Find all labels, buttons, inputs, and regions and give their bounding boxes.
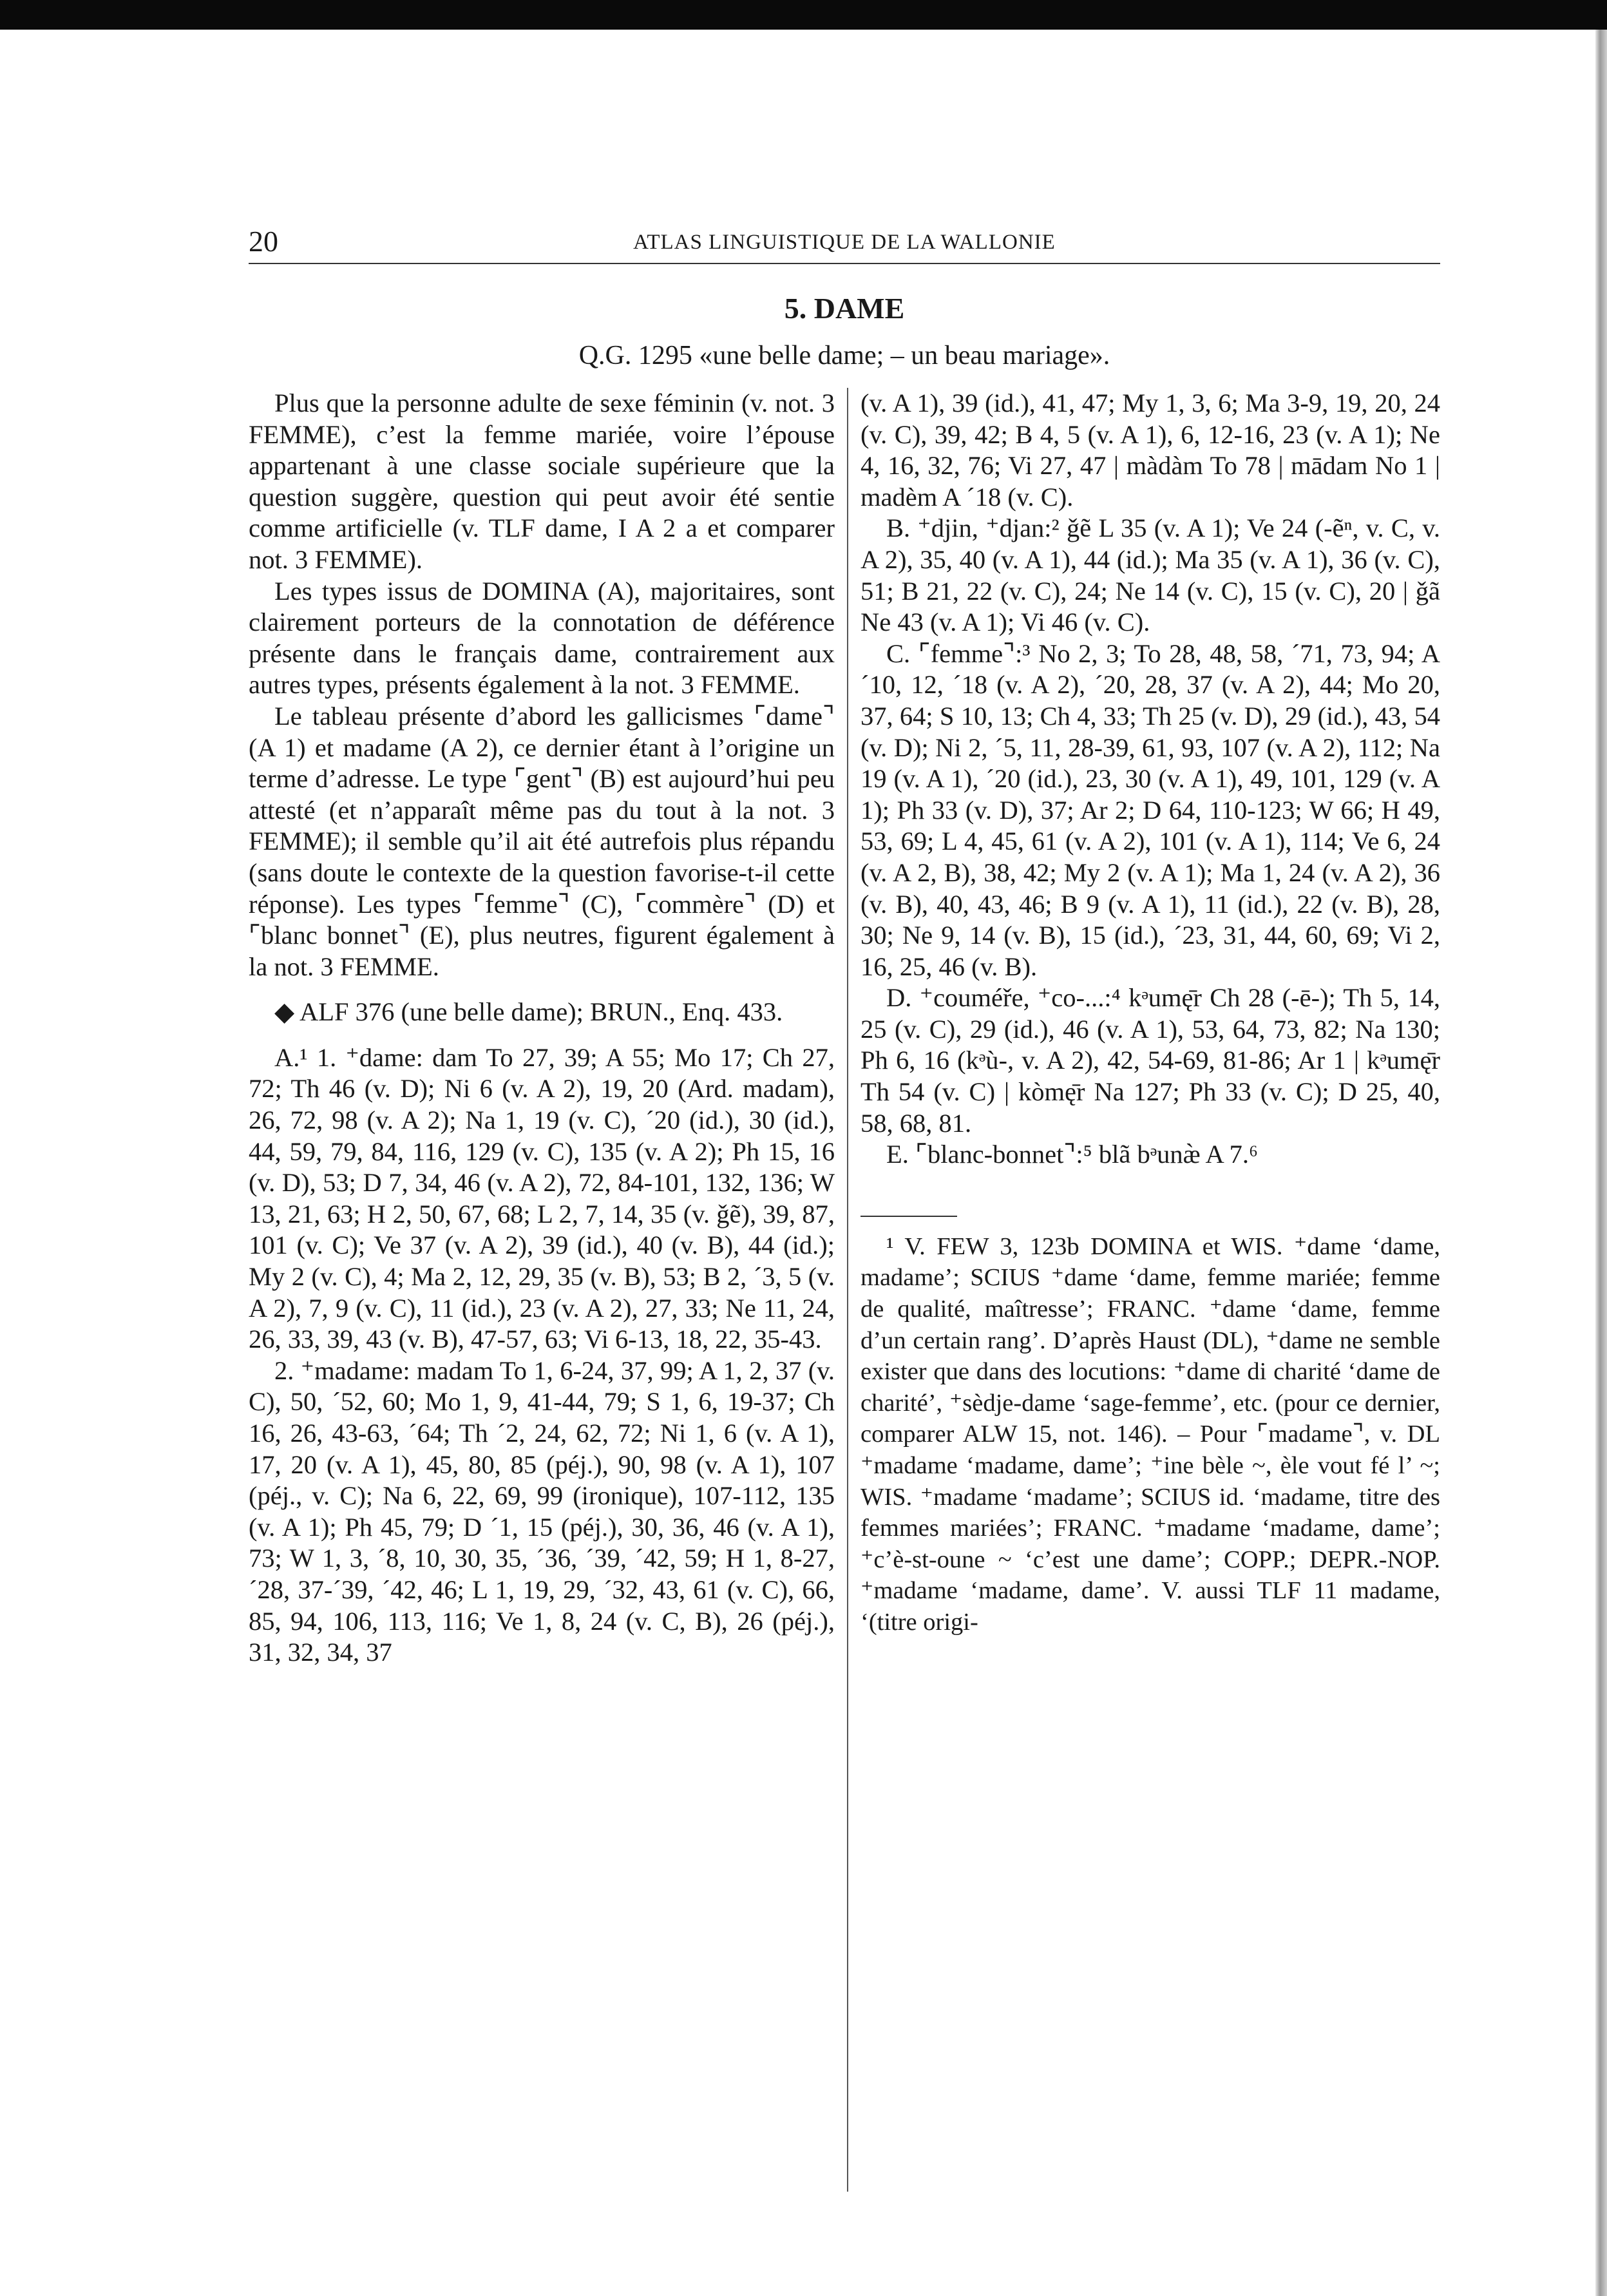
type-entry: C. ⌜femme⌝:³ No 2, 3; To 28, 48, 58, ´71, 73, 94; A ´10, 12, ´18 (v. A 2), ´20, 28, 37 (v. A 2), 44; Mo 20, 37, 64; S 10, 13; Ch 4, 33; Th 25 (v. D), 29 (id.), 43, 54 (v. D); Ni 2, ´5, 11, 28-39, 61, 93, 107 (v. A 2), 112; Na 19 (v. A 1), ´20 (id.), 23, 30 (v. A 1), 49, 101, 129 (v. A 1); Ph 33 (v. D), 37; Ar 2; D 64, 110-123; W 66; H 49, 53, 69; L 4, 45, 61 (v. A 2), 101 (v. A 1), 114; Ve 6, 24 (v. A 2, B), 38, 42; My 2 (v. A 1); Ma 1, 24 (v. A 2), 36 (v. B), 40, 43, 46; B 9 (v. A 1), 11 (id.), 22 (v. B), 28, 30; Ne 9, 14 (v. B), 15 (id.), ´23, 31, 44, 60, 69; Vi 2, 16, 25, 46 (v. B). — [861, 638, 1440, 981]
type-entry: D. ⁺couméře, ⁺co-...:⁴ kᵊumę̄r Ch 28 (-ē-); Th 5, 14, 25 (v. C), 29 (id.), 46 (v. A 1), 53, 64, 73, 82; Na 130; Ph 6, 16 (kᵊù-, v. A 2), 42, 54-69, 81-86; Ar 1 | kᵊumę̄r Th 54 (v. C) | kòmę̄r Na 127; Ph 33 (v. C); D 25, 40, 58, 68, 81. — [861, 983, 1440, 1138]
footnote: ¹ V. FEW 3, 123b DOMINA et WIS. ⁺dame ‘dame, madame’; SCIUS ⁺dame ‘dame, femme mariée; femme de qualité, maîtresse’; FRANC. ⁺dame ‘dame, femme d’un certain rang’. D’après Haust (DL), ⁺dame ne semble exister que dans des locutions: ⁺dame di charité ‘dame de charité’, ⁺sèdje-dame ‘sage-femme’, etc. (pour ce dernier, comparer ALW 15, not. 146). – Pour ⌜madame⌝, v. DL ⁺madame ‘madame, dame’; ⁺ine bèle ~, èle vout fé l’ ~; WIS. ⁺madame ‘madame’; SCIUS id. ‘madame, titre des femmes mariées’; FRANC. ⁺madame ‘madame, dame’; ⁺c’è-st-oune ~ ‘c’est une dame’; COPP.; DEPR.-NOP. ⁺madame ‘madame, dame’. V. aussi TLF 11 madame, ‘(titre origi- — [861, 1232, 1440, 1636]
page-number: 20 — [249, 225, 278, 258]
type-entry: 2. ⁺madame: madam To 1, 6-24, 37, 99; A 1, 2, 37 (v. C), 50, ´52, 60; Mo 1, 9, 41-44, 79; S 1, 6, 19-37; Ch 16, 26, 43-63, ´64; Th ´2, 24, 62, 72; Ni 1, 6 (v. A 1), 17, 20 (v. A 1), 45, 80, 85 (péj.), 90, 98 (v. A 1), 107 (péj., v. C); Na 6, 22, 69, 99 (ironique), 107-112, 135 (v. A 1); Ph 45, 79; D ´1, 15 (péj.), 30, 36, 46 (v. A 1), 73; W 1, 3, ´8, 10, 30, 35, ´36, ´39, ´42, 59; H 1, 8-27, ´28, 37-´39, ´42, 46; L 1, 19, 29, ´32, 43, 61 (v. C), 66, 85, 94, 106, 113, 116; Ve 1, 8, 24 (v. C, B), 26 (péj.), 31, 32, 34, 37 — [249, 1355, 835, 1667]
paragraph: Les types issus de DOMINA (A), majoritaires, sont clairement porteurs de la connotation de déférence présente dans le français dame, contrairement aux autres types, présents également à la not. 3 FEMME. — [249, 576, 835, 700]
type-entry: (v. A 1), 39 (id.), 41, 47; My 1, 3, 6; Ma 3-9, 19, 20, 24 (v. C), 39, 42; B 4, 5 (v. A 1), 6, 12-16, 23 (v. A 1); Ne 4, 16, 32, 76; Vi 27, 47 | màdàm To 78 | mādam No 1 | madèm A ´18 (v. C). — [861, 388, 1440, 512]
type-entry: B. ⁺djin, ⁺djan:² ǧẽ L 35 (v. A 1); Ve 24 (-ẽⁿ, v. C, v. A 2), 35, 40 (v. A 1), 44 (id.); Ma 35 (v. A 1), 36 (v. C), 51; B 21, 22 (v. C), 24; Ne 14 (v. C), 15 (v. C), 20 | ǧã Ne 43 (v. A 1); Vi 46 (v. C). — [861, 513, 1440, 637]
spacer — [249, 982, 835, 997]
left-column — [249, 388, 835, 1669]
type-entry: E. ⌜blanc-bonnet⌝:⁵ blã bᵊunæ̀ A 7.⁶ — [886, 1140, 1259, 1169]
type-entry: A.¹ 1. ⁺dame: dam To 27, 39; A 55; Mo 17; Ch 27, 72; Th 46 (v. D); Ni 6 (v. A 2), 19, 20 (Ard. madam), 26, 72, 98 (v. A 2); Na 1, 19 (v. C), ´20 (id.), 30 (id.), 44, 59, 79, 84, 116, 129 (v. C), 135 (v. A 2); Ph 15, 16 (v. D), 53; D 7, 34, 46 (v. A 2), 72, 84-101, 132, 136; W 13, 21, 63; H 2, 50, 67, 68; L 2, 7, 14, 35 (v. ǧẽ), 39, 87, 101 (v. C); Ve 37 (v. A 2), 39 (id.), 40 (v. B), 44 (id.); My 2 (v. C), 4; Ma 2, 12, 29, 35 (v. B), 53; B 2, ´3, 5 (v. A 2), 7, 9 (v. C), 11 (id.), 23 (v. A 2), 27, 33; Ne 11, 24, 26, 33, 39, 43 (v. B), 47-57, 63; Vi 6-13, 18, 22, 35-43. — [249, 1042, 835, 1354]
scan-right-edge — [1595, 30, 1607, 2296]
references-line: ◆ ALF 376 (une belle dame); BRUN., Enq. 433. — [274, 997, 783, 1027]
spacer — [249, 1028, 835, 1042]
running-title: ATLAS LINGUISTIQUE DE LA WALLONIE — [633, 231, 1056, 254]
column-divider — [847, 388, 848, 2192]
article-title: 5. DAME — [784, 292, 905, 325]
paragraph: Plus que la personne adulte de sexe féminin (v. not. 3 FEMME), c’est la femme mariée, voire l’épouse appartenant à une classe sociale supérieure que la question suggère, question qui peut avoir été sentie comme artificielle (v. TLF dame, I A 2 a et comparer not. 3 FEMME). — [249, 388, 835, 574]
right-column — [861, 388, 1440, 1638]
footnote-rule — [861, 1216, 957, 1217]
question-line: Q.G. 1295 «une belle dame; – un beau mariage». — [578, 341, 1110, 370]
scan-top-border — [0, 0, 1607, 30]
running-head — [249, 224, 1440, 264]
paragraph: Le tableau présente d’abord les gallicismes ⌜dame⌝ (A 1) et madame (A 2), ce dernier étant à l’origine un terme d’adresse. Le type ⌜gent⌝ (B) est aujourd’hui peu attesté (et n’apparaît même pas du tout à la not. 3 FEMME); il semble qu’il ait été autrefois plus répandu (sans doute le contexte de la question favorise-t-il cette réponse). Les types ⌜femme⌝ (C), ⌜commère⌝ (D) et ⌜blanc bonnet⌝ (E), plus neutres, figurent également à la not. 3 FEMME. — [249, 701, 835, 981]
